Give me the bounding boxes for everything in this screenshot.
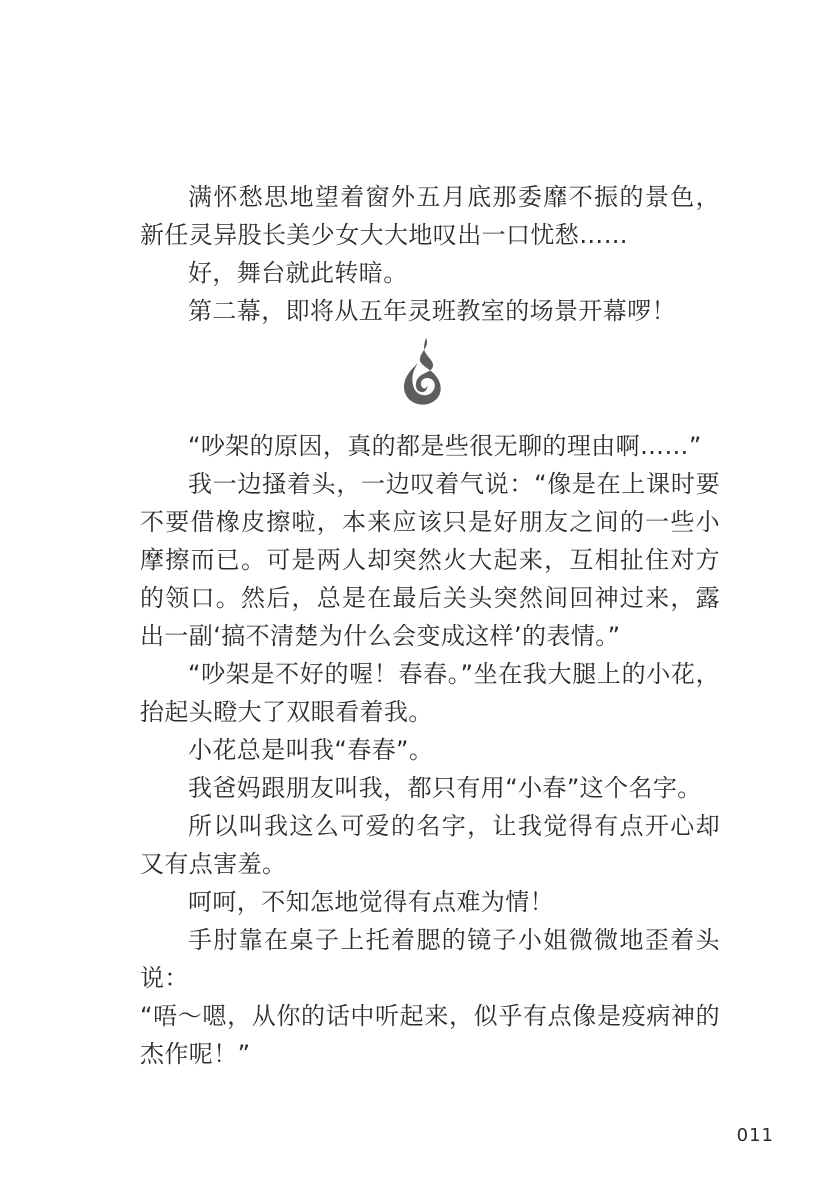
paragraph: “唔～嗯，从你的话中听起来，似乎有点像是疫病神的杰作呢！” (140, 1002, 720, 1068)
page-number: 011 (736, 1125, 774, 1146)
paragraph: 第二幕，即将从五年灵班教室的场景开幕啰！ (188, 297, 676, 325)
paragraph: “吵架的原因，真的都是些很无聊的理由啊……” (188, 432, 702, 460)
paragraph: “吵架是不好的喔！春春。”坐在我大腿上的小花，抬起头瞪大了双眼看着我。 (140, 660, 720, 726)
paragraph: 小花总是叫我“春春”。 (188, 736, 434, 764)
paragraph: 所以叫我这么可爱的名字，让我觉得有点开心却又有点害羞。 (140, 812, 720, 878)
paragraph: 手肘靠在桌子上托着腮的镜子小姐微微地歪着头说： (140, 926, 720, 992)
flame-swirl-icon (400, 338, 448, 406)
paragraph: 满怀愁思地望着窗外五月底那委靡不振的景色，新任灵异股长美少女大大地叹出一口忧愁…… (140, 183, 720, 249)
section-two (140, 427, 720, 1073)
paragraph: 我一边搔着头，一边叹着气说：“像是在上课时要不要借橡皮擦啦，本来应该只是好朋友之间的一些小摩擦而已。可是两人却突然火大起来，互相扯住对方的领口。然后，总是在最后关头突然间回神过来，露出一副‘搞不清楚为什么会变成这样’的表情。” (140, 470, 720, 650)
paragraph: 呵呵，不知怎地觉得有点难为情！ (188, 888, 554, 916)
paragraph: 我爸妈跟朋友叫我，都只有用“小春”这个名字。 (188, 774, 702, 802)
section-one (140, 178, 720, 330)
paragraph: 好，舞台就此转暗。 (188, 259, 408, 287)
